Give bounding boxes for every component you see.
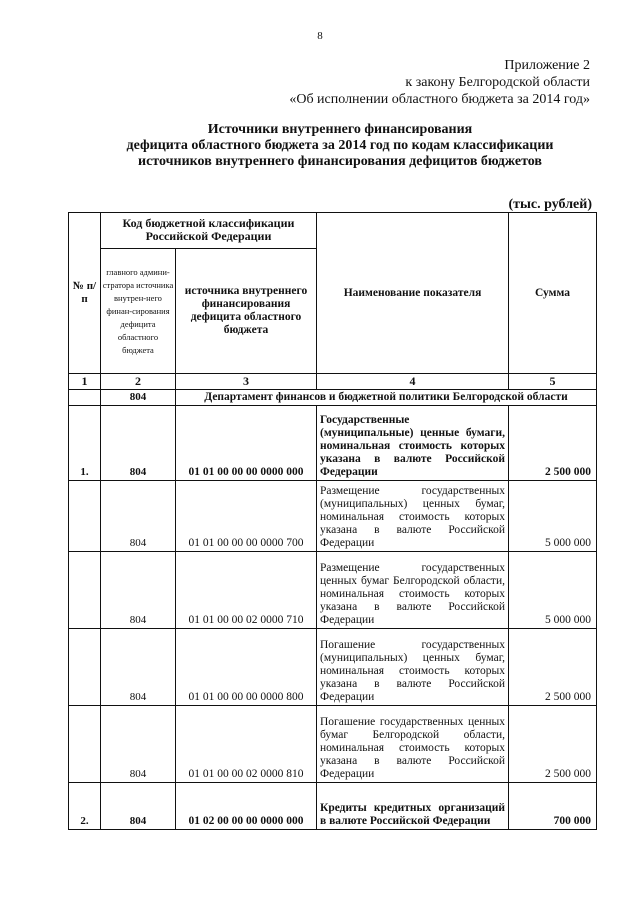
table-row [69,629,597,706]
column-number-row [69,374,597,390]
row-source-code: 01 01 00 00 02 0000 710 [176,552,317,629]
row-indicator-name: Государственные (муниципальные) ценные бумаги, номинальная стоимость которых указана в валюте Российской Федерации [317,406,509,481]
appendix-line-1: Приложение 2 [504,58,590,73]
row-amount: 2 500 000 [509,629,597,706]
page-number: 8 [317,30,323,42]
table-row [69,783,597,830]
row-admin-code: 804 [101,629,176,706]
row-indicator-name: Размещение государственных (муниципальных) ценных бумаг, номинальная стоимость которых указана в валюте Российской Федерации [317,481,509,552]
financing-table [68,212,597,830]
row-source-code: 01 01 00 00 00 0000 000 [176,406,317,481]
table-row [69,706,597,783]
title-line-1: Источники внутреннего финансирования [207,122,473,137]
row-number [69,552,101,629]
table-row [69,406,597,481]
column-number: 2 [101,374,176,390]
department-row [69,390,597,406]
row-admin-code: 804 [101,406,176,481]
row-admin-code: 804 [101,481,176,552]
header-num: № п/п [69,213,101,374]
header-code-group: Код бюджетной классификации Российской Федерации [101,213,317,249]
header-source: источника внутреннего финансирования дефицита областного бюджета [176,249,317,374]
table-row [69,481,597,552]
units-label: (тыс. рублей) [508,197,592,212]
row-admin-code: 804 [101,706,176,783]
row-amount: 2 500 000 [509,406,597,481]
column-number: 5 [509,374,597,390]
row-indicator-name: Кредиты кредитных организаций в валюте Российской Федерации [317,783,509,830]
row-amount: 5 000 000 [509,552,597,629]
appendix-line-3: «Об исполнении областного бюджета за 2014 год» [289,92,590,107]
row-source-code: 01 02 00 00 00 0000 000 [176,783,317,830]
department-admin-code: 804 [101,390,176,406]
header-row-1 [69,213,597,249]
row-number: 2. [69,783,101,830]
row-admin-code: 804 [101,552,176,629]
row-indicator-name: Погашение государственных (муниципальных) ценных бумаг, номинальная стоимость которых указана в валюте Российской Федерации [317,629,509,706]
header-admin: главного админи-стратора источника внутрен-него финан-сирования дефицита областного бюджета [101,249,176,374]
department-name: Департамент финансов и бюджетной политики Белгородской области [176,390,597,406]
appendix-line-2: к закону Белгородской области [405,75,590,90]
row-admin-code: 804 [101,783,176,830]
row-amount: 5 000 000 [509,481,597,552]
column-number: 1 [69,374,101,390]
document-title [60,122,620,170]
row-amount: 2 500 000 [509,706,597,783]
row-source-code: 01 01 00 00 00 0000 700 [176,481,317,552]
header-name: Наименование показателя [317,213,509,374]
header-sum: Сумма [509,213,597,374]
row-number [69,629,101,706]
row-indicator-name: Размещение государственных ценных бумаг Белгородской области, номинальная стоимость которых указана в валюте Российской Федерации [317,552,509,629]
row-number [69,481,101,552]
appendix-block [170,57,590,108]
column-number: 4 [317,374,509,390]
row-number [69,706,101,783]
row-source-code: 01 01 00 00 02 0000 810 [176,706,317,783]
row-number: 1. [69,406,101,481]
title-line-2: дефицита областного бюджета за 2014 год по кодам классификации [126,138,554,153]
column-number: 3 [176,374,317,390]
table-row [69,552,597,629]
row-amount: 700 000 [509,783,597,830]
row-indicator-name: Погашение государственных ценных бумаг Белгородской области, номинальная стоимость которых указана в валюте Российской Федерации [317,706,509,783]
row-source-code: 01 01 00 00 00 0000 800 [176,629,317,706]
title-line-3: источников внутреннего финансирования дефицитов бюджетов [138,154,542,169]
